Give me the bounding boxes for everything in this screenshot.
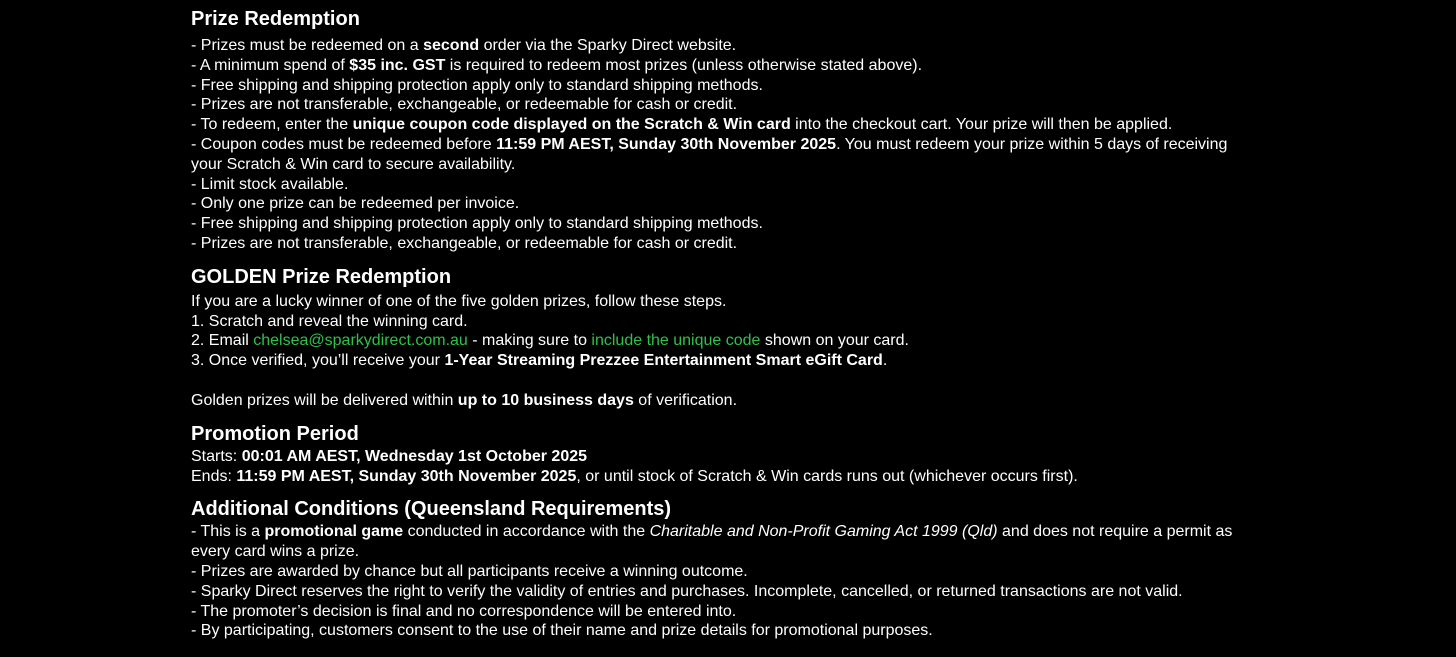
golden-step-1: 1. Scratch and reveal the winning card. (191, 312, 468, 330)
prize-rule-stock: - Limit stock available. (191, 175, 349, 193)
text: - This is a (191, 523, 265, 541)
emphasis: 11:59 PM AEST, Sunday 30th November 2025 (496, 135, 837, 153)
text: into the checkout cart. Your prize will then be applied. (790, 116, 1173, 134)
prize-rule-shipping-repeat: - Free shipping and shipping protection apply only to standard shipping methods. (191, 215, 763, 233)
text: . (882, 352, 888, 370)
condition-verify: - Sparky Direct reserves the right to verify the validity of entries and purchases. Incomplete, cancelled, or returned transactions are not valid. (191, 582, 1183, 600)
golden-step-2 (191, 331, 1251, 351)
golden-prize-heading: GOLDEN Prize Redemption (191, 265, 452, 288)
text: Golden prizes will be delivered within (191, 391, 458, 409)
condition-promotional-game (191, 522, 1251, 562)
prize-rule-second-order (191, 36, 1251, 56)
text: - Coupon codes must be redeemed before (191, 135, 497, 153)
terms-content (191, 6, 1251, 641)
emphasis: 11:59 PM AEST, Sunday 30th November 2025 (236, 467, 577, 485)
text: 3. Once verified, you’ll receive your (191, 352, 445, 370)
additional-conditions-heading: Additional Conditions (Queensland Requirements) (191, 498, 672, 521)
emphasis: second (423, 37, 480, 54)
email-link[interactable]: chelsea@sparkydirect.com.au (253, 332, 468, 350)
prize-rule-coupon (191, 115, 1251, 135)
text: - making sure to (467, 332, 592, 350)
prize-redemption-heading: Prize Redemption (191, 8, 360, 30)
text: conducted in accordance with the (403, 523, 650, 541)
prize-rule-min-spend (191, 56, 1251, 76)
text: . You must redeem your prize within 5 days of receiving your Scratch & Win card to secure availability. (191, 135, 1228, 173)
act-name: Charitable and Non-Profit Gaming Act 1999 (Qld) (649, 523, 998, 541)
text: - To redeem, enter the (191, 116, 353, 134)
text: shown on your card. (760, 332, 909, 350)
condition-consent: - By participating, customers consent to the use of their name and prize details for promotional purposes. (191, 622, 933, 640)
prize-rule-transferable: - Prizes are not transferable, exchangeable, or redeemable for cash or credit. (191, 96, 738, 114)
text: is required to redeem most prizes (unless otherwise stated above). (445, 56, 923, 74)
text: - A minimum spend of (191, 56, 350, 74)
golden-delivery (191, 391, 1251, 411)
emphasis: 00:01 AM AEST, Wednesday 1st October 2025 (241, 447, 588, 465)
emphasis: up to 10 business days (457, 391, 634, 409)
text: 2. Email (191, 332, 254, 350)
emphasis: $35 inc. GST (349, 56, 446, 74)
text: and does not require a permit as every card wins a prize. (191, 523, 1233, 561)
prize-rule-deadline (191, 135, 1251, 175)
text: Ends: (191, 467, 237, 485)
promotion-ends (191, 467, 1251, 487)
promotion-period-heading: Promotion Period (191, 422, 359, 445)
text: order via the Sparky Direct website. (479, 37, 737, 54)
text: , or until stock of Scratch & Win cards runs out (whichever occurs first). (576, 467, 1078, 485)
text: of verification. (633, 391, 738, 409)
emphasis: unique coupon code displayed on the Scratch & Win card (352, 116, 791, 134)
golden-step-3 (191, 351, 1251, 371)
prize-rule-transferable-repeat: - Prizes are not transferable, exchangeable, or redeemable for cash or credit. (191, 234, 738, 252)
condition-chance: - Prizes are awarded by chance but all participants receive a winning outcome. (191, 562, 748, 580)
emphasis: promotional game (264, 523, 404, 541)
emphasis: 1-Year Streaming Prezzee Entertainment Smart eGift Card (444, 352, 883, 370)
text: Starts: (191, 447, 242, 465)
prize-rule-shipping: - Free shipping and shipping protection apply only to standard shipping methods. (191, 76, 763, 94)
golden-intro: If you are a lucky winner of one of the five golden prizes, follow these steps. (191, 292, 727, 310)
promotion-starts (191, 447, 1251, 467)
condition-decision-final: - The promoter’s decision is final and no correspondence will be entered into. (191, 602, 737, 620)
prize-rule-one-per-invoice: - Only one prize can be redeemed per invoice. (191, 195, 520, 213)
highlight-text: include the unique code (591, 332, 761, 350)
text: - Prizes must be redeemed on a (191, 37, 424, 54)
